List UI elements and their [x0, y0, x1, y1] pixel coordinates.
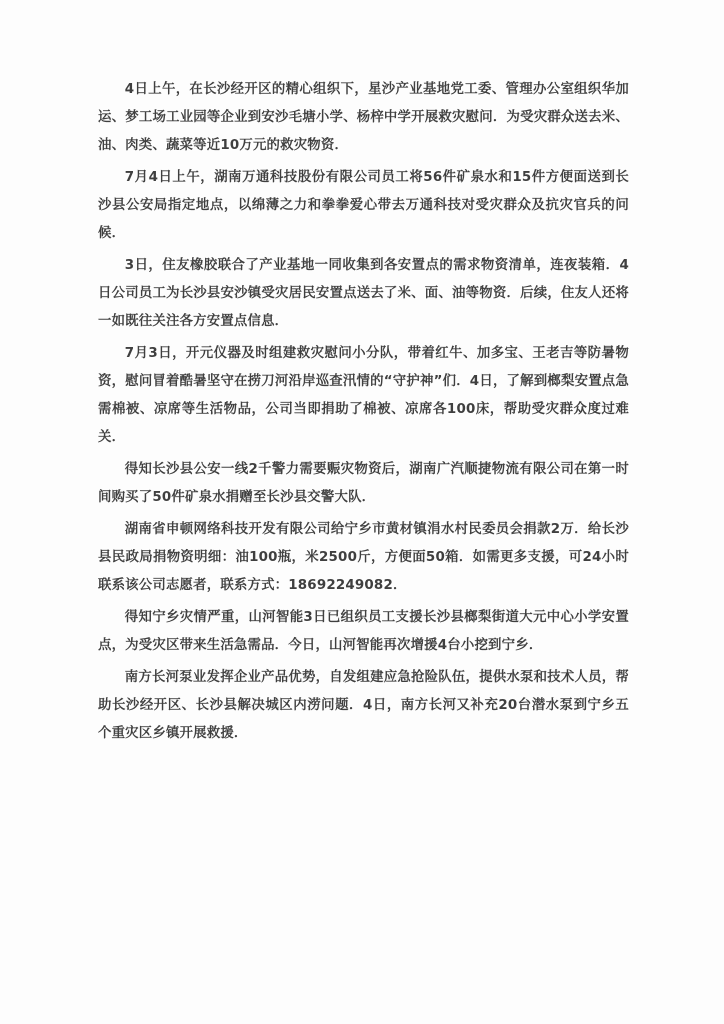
paragraph-8: 南方长河泵业发挥企业产品优势，自发组建应急抢险队伍，提供水泵和技术人员，帮助长沙经开区、长沙县解决城区内涝问题．4日，南方长河又补充20台潜水泵到宁乡五个重灾区乡镇开展救援． — [98, 670, 629, 741]
paragraph-3: 3日，住友橡胶联合了产业基地一同收集到各安置点的需求物资清单，连夜装箱．4日公司员工为长沙县安沙镇受灾居民安置点送去了米、面、油等物资．后续，住友人还将一如既往关注各方安置点信息． — [98, 258, 629, 329]
paragraph-4: 7月3日，开元仪器及时组建救灾慰问小分队，带着红牛、加多宝、王老吉等防暑物资，慰问冒着酷暑坚守在捞刀河沿岸巡查汛情的“守护神”们．4日，了解到榔梨安置点急需棉被、凉席等生活物品，公司当即捐助了棉被、凉席各100床，帮助受灾群众度过难关． — [98, 346, 629, 445]
paragraph-5: 得知长沙县公安一线2千警力需要赈灾物资后，湖南广汽顺捷物流有限公司在第一时间购买了50件矿泉水捐赠至长沙县交警大队． — [98, 462, 629, 505]
article-body — [98, 76, 629, 752]
paragraph-2: 7月4日上午，湖南万通科技股份有限公司员工将56件矿泉水和15件方便面送到长沙县公安局指定地点，以绵薄之力和拳拳爱心带去万通科技对受灾群众及抗灾官兵的问候． — [98, 170, 629, 241]
paragraph-6: 湖南省申顿网络科技开发有限公司给宁乡市黄材镇涓水村民委员会捐款2万．给长沙县民政局捐物资明细：油100瓶，米2500斤，方便面50箱．如需更多支援，可24小时联系该公司志愿者，联系方式：18692249082． — [98, 522, 629, 593]
paragraph-7: 得知宁乡灾情严重，山河智能3日已组织员工支援长沙县榔梨街道大元中心小学安置点，为受灾区带来生活急需品．今日，山河智能再次增援4台小挖到宁乡． — [98, 610, 629, 653]
paragraph-1: 4日上午，在长沙经开区的精心组织下，星沙产业基地党工委、管理办公室组织华加运、梦工场工业园等企业到安沙毛塘小学、杨梓中学开展救灾慰问．为受灾群众送去米、油、肉类、蔬菜等近10万元的救灾物资． — [98, 82, 629, 153]
